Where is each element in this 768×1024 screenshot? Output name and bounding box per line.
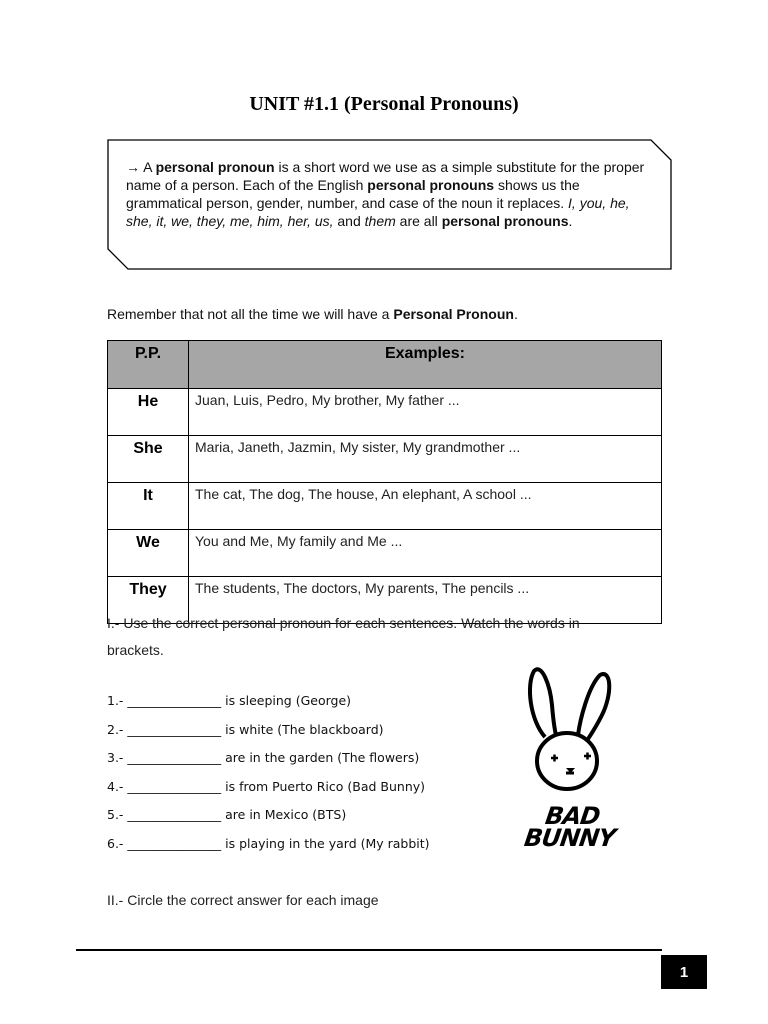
pronoun-cell: We (108, 530, 189, 577)
page-number: 1 (661, 955, 707, 989)
pronoun-cell: It (108, 483, 189, 530)
examples-cell: Maria, Janeth, Jazmin, My sister, My grandmother ... (189, 436, 662, 483)
examples-cell: The cat, The dog, The house, An elephant, A school ... (189, 483, 662, 530)
exercise-item: 2.- _______________ is white (The blackboard) (107, 721, 384, 737)
exercise1-instruction: I.- Use the correct personal pronoun for each sentences. Watch the words in brackets. (107, 615, 580, 658)
pronoun-table (107, 340, 662, 624)
def-bold-3: personal pronouns (441, 213, 569, 229)
logo-text (522, 802, 629, 852)
table-header-row (108, 341, 662, 389)
pronoun-cell: He (108, 389, 189, 436)
header-pp: P.P. (108, 341, 189, 389)
table-row (108, 530, 662, 577)
logo-line-2: BUNNY (522, 824, 617, 852)
def-bold-1: personal pronoun (155, 159, 275, 175)
footer-divider (76, 949, 662, 951)
def-text-6: . (568, 213, 573, 229)
exercise-item: 6.- _______________ is playing in the yard (My rabbit) (107, 835, 430, 851)
table-row (108, 483, 662, 530)
arrow-icon: → (126, 159, 140, 175)
exercise1-list (107, 693, 527, 864)
exercise-item: 4.- _______________ is from Puerto Rico (Bad Bunny) (107, 778, 426, 794)
exercise2-instruction: II.- Circle the correct answer for each image (107, 892, 379, 908)
exercise-item: 1.- _______________ is sleeping (George) (107, 693, 352, 708)
remember-bold: Personal Pronoun (393, 306, 514, 322)
remember-end: . (513, 306, 518, 322)
def-italic-1: I, you, he, she, it, we, they, me, him, her, us, (126, 195, 630, 229)
exercise-item: 5.- _______________ are in Mexico (BTS) (107, 807, 347, 822)
def-text-5: are all (395, 213, 442, 229)
bad-bunny-logo (520, 665, 620, 865)
pronoun-cell: She (108, 436, 189, 483)
definition-text (126, 158, 646, 230)
table-row (108, 389, 662, 436)
def-text-4: and (333, 213, 365, 229)
table-row (108, 436, 662, 483)
def-bold-2: personal pronouns (367, 177, 495, 193)
exercise-item: 3.- _______________ are in the garden (The flowers) (107, 750, 420, 765)
def-text-2: is a short word we use as a simple substitute for the proper name of a person. Each of the English (126, 159, 645, 193)
pronoun-cell: They (108, 577, 189, 624)
remember-note (107, 306, 518, 322)
header-examples: Examples: (189, 341, 662, 389)
def-text-1: A (140, 159, 156, 175)
page-title: UNIT #1.1 (Personal Pronouns) (249, 93, 519, 115)
examples-cell: Juan, Luis, Pedro, My brother, My father ... (189, 389, 662, 436)
examples-cell: You and Me, My family and Me ... (189, 530, 662, 577)
def-text-3: shows us the grammatical person, gender, number, and case of the noun it replaces. (126, 177, 580, 211)
remember-text: Remember that not all the time we will have a (107, 306, 394, 322)
def-italic-2: them (364, 213, 396, 229)
logo-line-1: BAD (543, 802, 602, 830)
examples-cell: The students, The doctors, My parents, The pencils ... (189, 577, 662, 624)
